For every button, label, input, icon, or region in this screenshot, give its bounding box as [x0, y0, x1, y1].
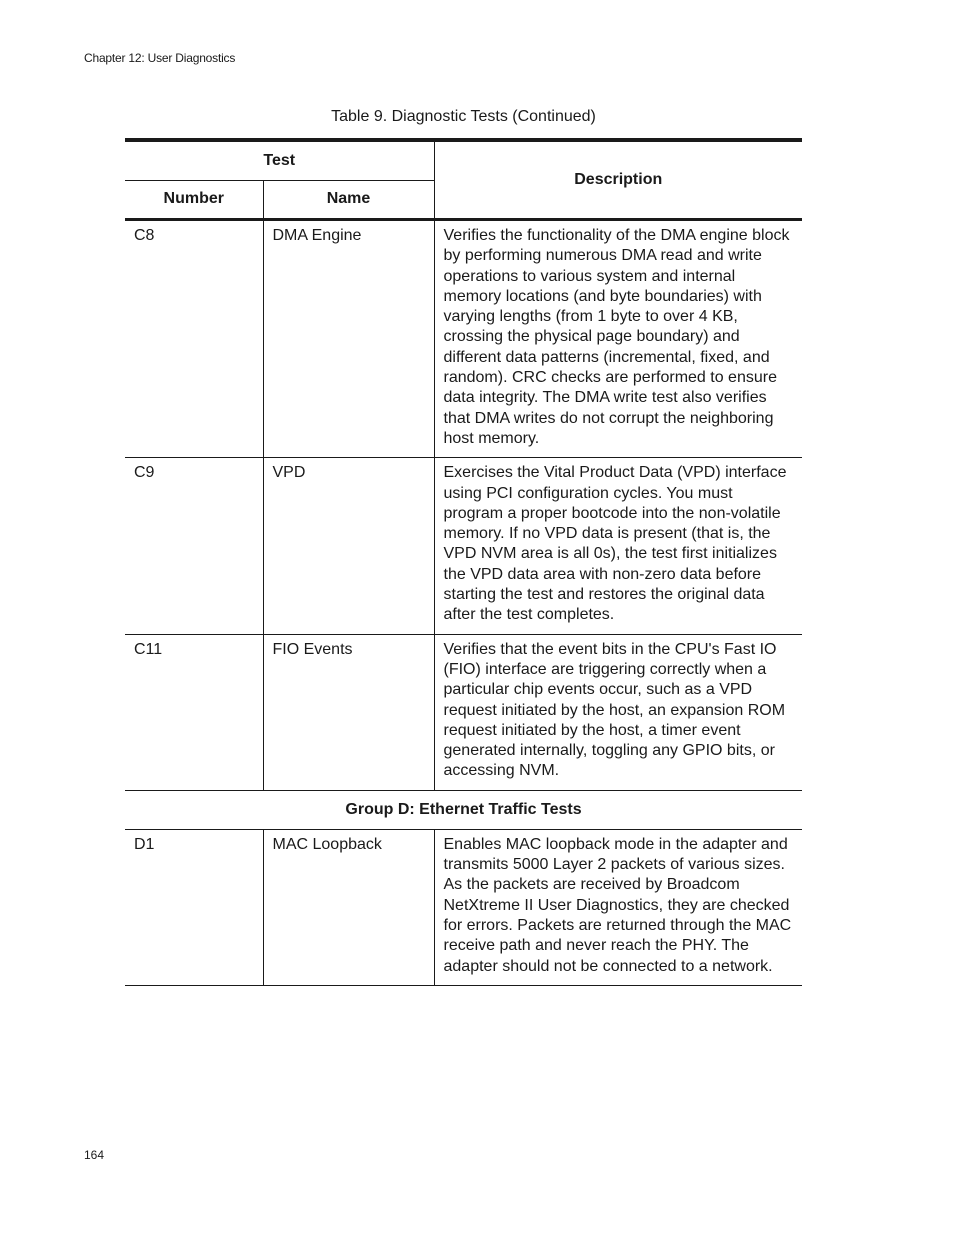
cell-description: Verifies that the event bits in the CPU's Fast IO (FIO) interface are triggering correctly when a particular chip events occur, such as a VPD request initiated by the host, an expansion ROM request initiated by the host, a timer event generated internally, toggling any GPIO bits, or accessing NVM. — [434, 634, 802, 790]
table-row — [125, 220, 802, 458]
cell-name: MAC Loopback — [263, 829, 434, 985]
header-row-1 — [125, 140, 802, 181]
header-name: Name — [263, 181, 434, 220]
page-number: 164 — [84, 1148, 105, 1162]
cell-name: FIO Events — [263, 634, 434, 790]
running-header: Chapter 12: User Diagnostics — [84, 51, 236, 65]
cell-number: D1 — [125, 829, 263, 985]
cell-name: VPD — [263, 458, 434, 634]
group-d-title: Group D: Ethernet Traffic Tests — [125, 790, 802, 829]
cell-description: Enables MAC loopback mode in the adapter and transmits 5000 Layer 2 packets of various sizes. As the packets are received by Broadcom NetXtreme II User Diagnostics, they are checked for errors. Packets are returned through the MAC receive path and never reach the PHY. The adapter should not be connected to a network. — [434, 829, 802, 985]
table-row — [125, 634, 802, 790]
header-test: Test — [125, 140, 434, 181]
group-row — [125, 790, 802, 829]
table-row — [125, 829, 802, 985]
diagnostic-tests-table — [125, 138, 802, 986]
table-caption: Table 9. Diagnostic Tests (Continued) — [331, 108, 596, 125]
header-number: Number — [125, 181, 263, 220]
cell-description: Exercises the Vital Product Data (VPD) interface using PCI configuration cycles. You must program a proper bootcode into the non-volatile memory. If no VPD data is present (that is, the VPD NVM area is all 0s), the test first initializes the VPD data area with non-zero data before starting the test and restores the original data after the test completes. — [434, 458, 802, 634]
table-row — [125, 458, 802, 634]
cell-number: C11 — [125, 634, 263, 790]
header-description: Description — [434, 140, 802, 220]
cell-number: C9 — [125, 458, 263, 634]
cell-name: DMA Engine — [263, 220, 434, 458]
cell-description: Verifies the functionality of the DMA engine block by performing numerous DMA read and write operations to various system and internal memory locations (and byte boundaries) with varying lengths (from 1 byte to over 4 KB, crossing the physical page boundary) and different data patterns (incremental, fixed, and random). CRC checks are performed to ensure data integrity. The DMA write test also verifies that DMA writes do not corrupt the neighboring host memory. — [434, 220, 802, 458]
cell-number: C8 — [125, 220, 263, 458]
